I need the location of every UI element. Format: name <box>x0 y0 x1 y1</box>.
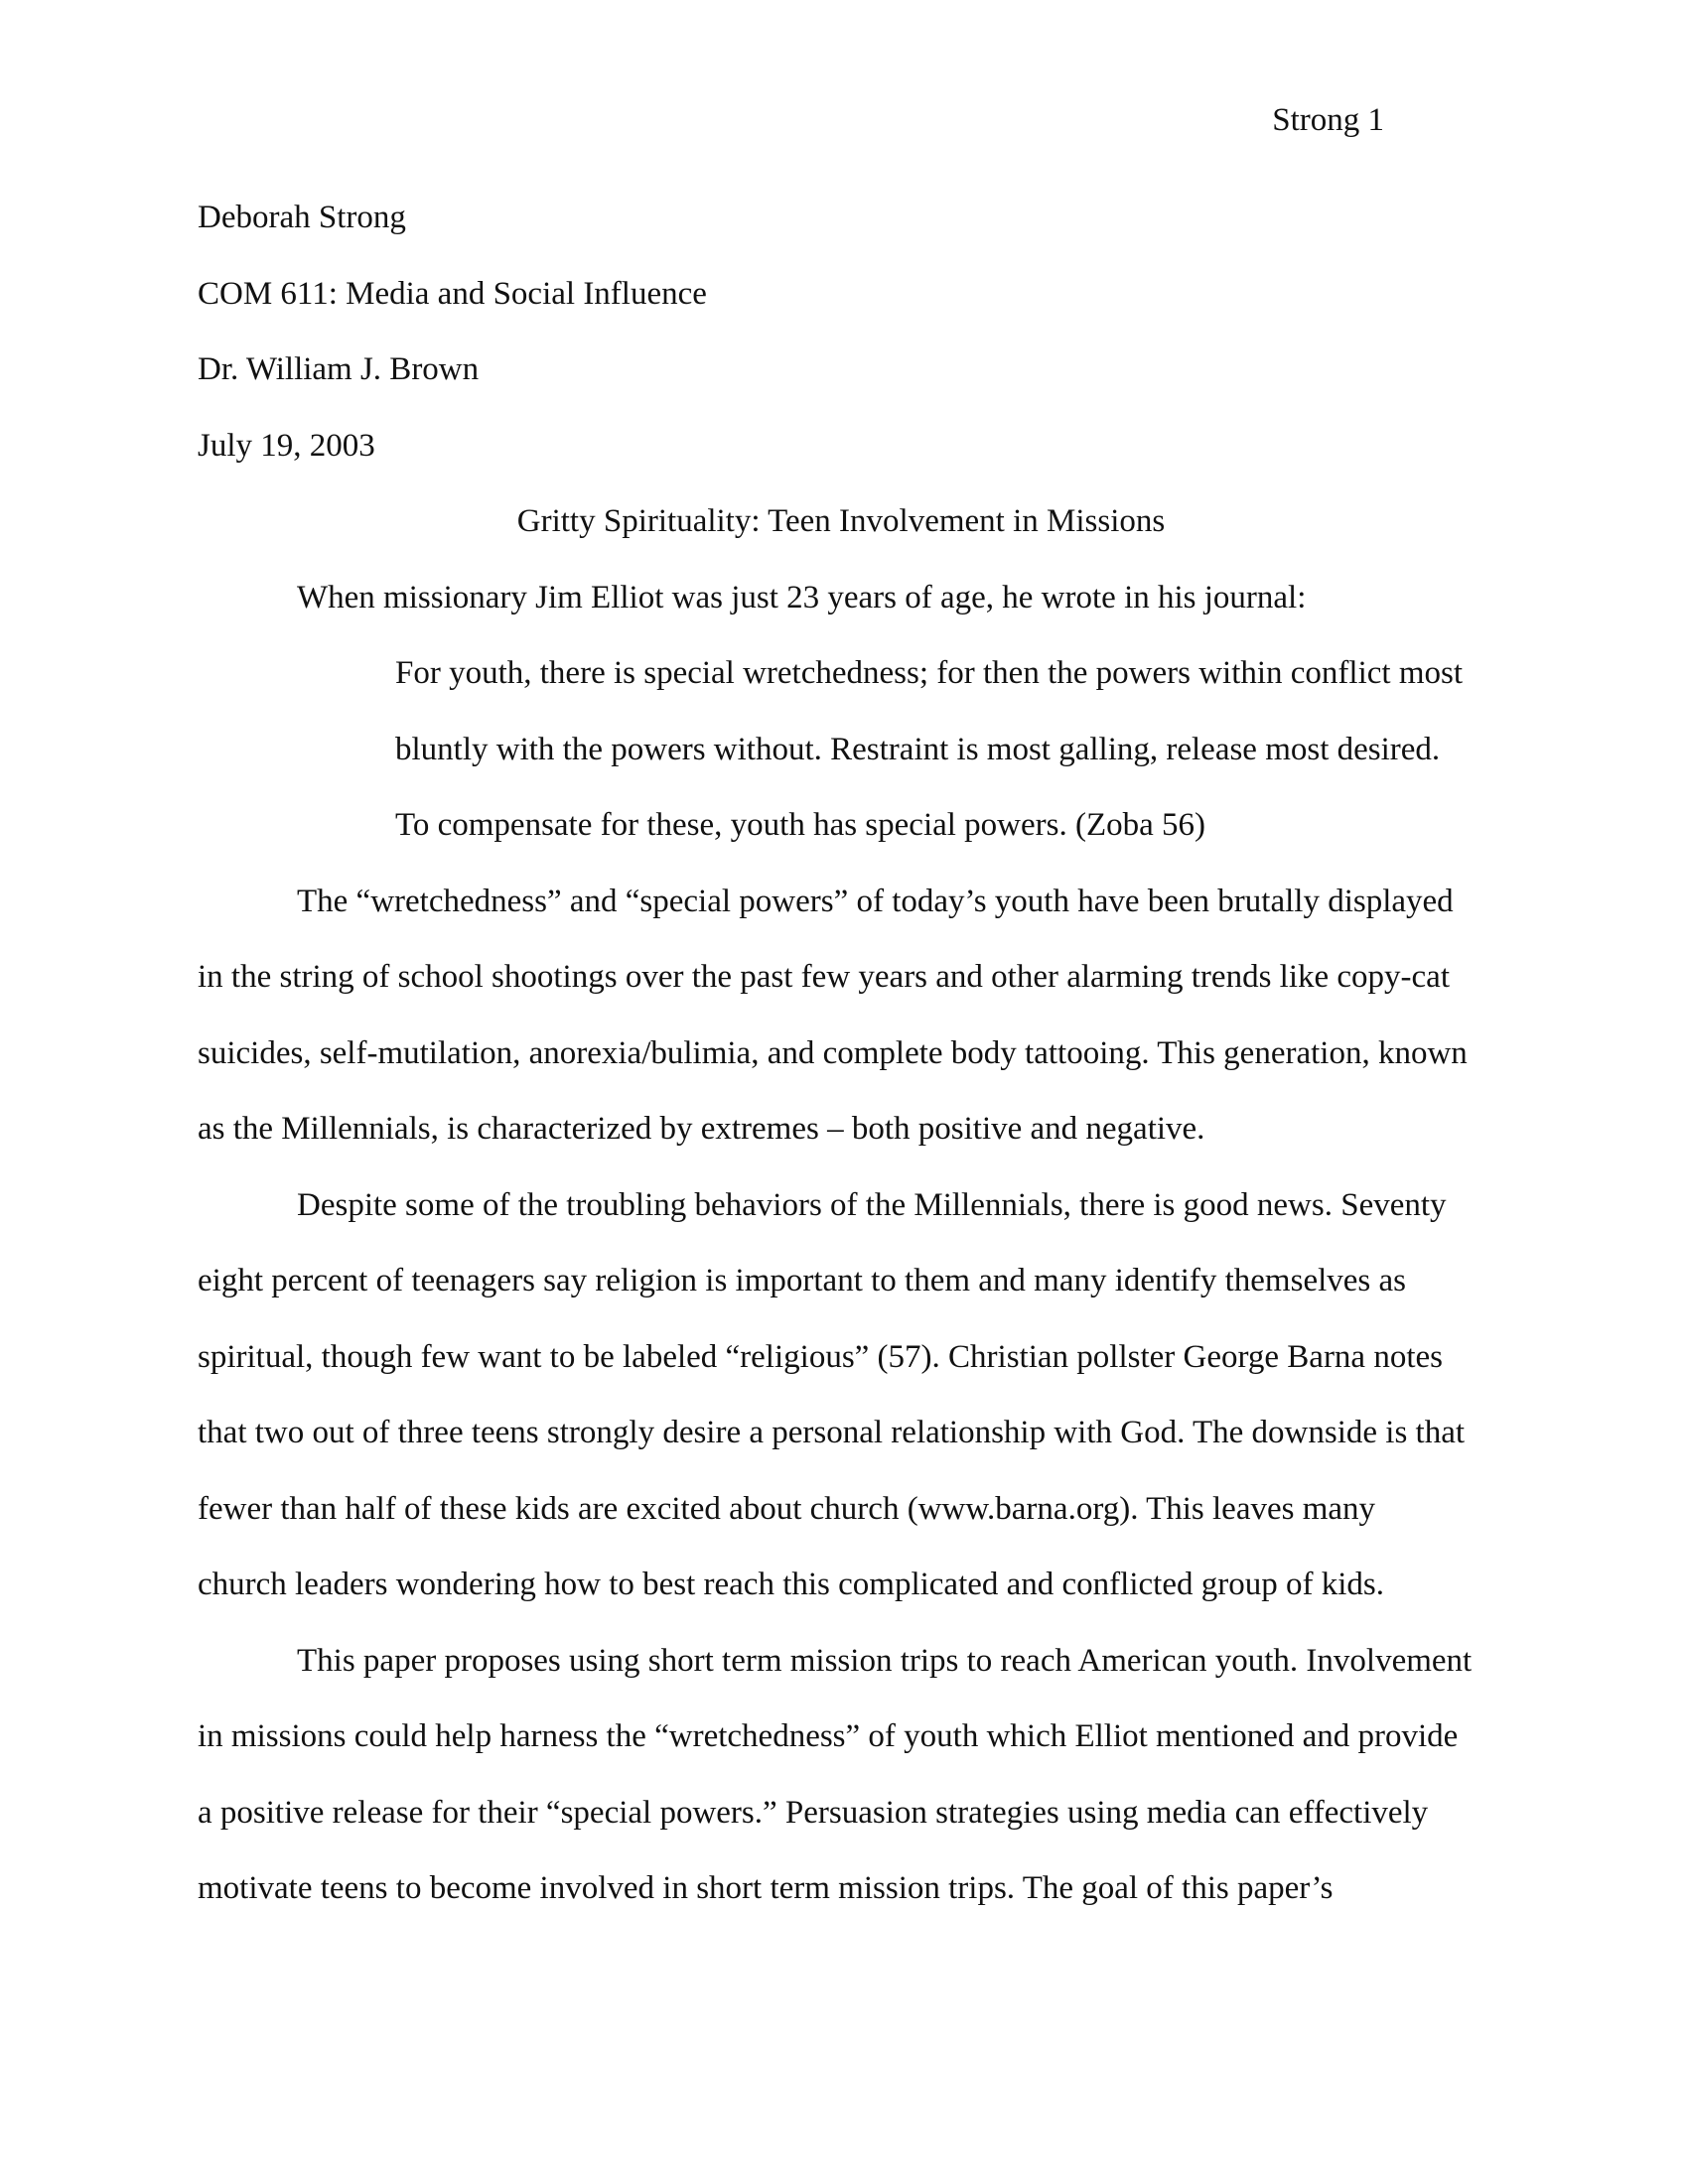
course-name: COM 611: Media and Social Influence <box>198 275 707 312</box>
author-name: Deborah Strong <box>198 200 406 235</box>
body-text <box>198 195 1484 1942</box>
paragraph-line: in the string of school shootings over the past few years and other alarming trends like copy-cat <box>198 959 1450 995</box>
paragraph-line: in missions could help harness the “wretchedness” of youth which Elliot mentioned and provide <box>198 1718 1459 1754</box>
paragraph-line: Despite some of the troubling behaviors of the Millennials, there is good news. Seventy <box>297 1186 1447 1223</box>
running-head: Strong 1 <box>1272 102 1384 138</box>
block-quote-line: For youth, there is special wretchedness; for then the powers within conflict most <box>395 655 1463 691</box>
paragraph-line: a positive release for their “special powers.” Persuasion strategies using media can effectively <box>198 1794 1429 1831</box>
paragraph-line: as the Millennials, is characterized by extremes – both positive and negative. <box>198 1111 1205 1147</box>
block-quote-line: bluntly with the powers without. Restraint is most galling, release most desired. <box>395 731 1441 767</box>
block-quote <box>198 650 1484 879</box>
instructor-name: Dr. William J. Brown <box>198 351 480 387</box>
paper-date: July 19, 2003 <box>198 427 375 464</box>
paragraph-line: The “wretchedness” and “special powers” of today’s youth have been brutally displayed <box>297 883 1454 919</box>
paragraph-line: that two out of three teens strongly desire a personal relationship with God. The downside is that <box>198 1415 1466 1450</box>
intro-line: When missionary Jim Elliot was just 23 years of age, he wrote in his journal: <box>297 579 1307 615</box>
paragraph-2 <box>198 1182 1484 1638</box>
paragraph-line: motivate teens to become involved in short term mission trips. The goal of this paper’s <box>198 1870 1334 1906</box>
paragraph-line: suicides, self-mutilation, anorexia/bulimia, and complete body tattooing. This generation, known <box>198 1034 1468 1071</box>
paragraph-line: spiritual, though few want to be labeled “religious” (57). Christian pollster George Barna notes <box>198 1338 1443 1375</box>
paragraph-line: church leaders wondering how to best reach this complicated and conflicted group of kids. <box>198 1567 1384 1602</box>
block-quote-line: To compensate for these, youth has special powers. (Zoba 56) <box>395 807 1206 843</box>
paragraph-line: This paper proposes using short term mission trips to reach American youth. Involvement <box>297 1642 1473 1679</box>
paragraph-line: eight percent of teenagers say religion is important to them and many identify themselves as <box>198 1263 1406 1298</box>
paragraph-3 <box>198 1638 1484 1942</box>
paragraph-line: fewer than half of these kids are excited about church (www.barna.org). This leaves many <box>198 1490 1376 1527</box>
paper-title: Gritty Spirituality: Teen Involvement in Missions <box>516 503 1166 539</box>
paragraph-1 <box>198 879 1484 1182</box>
